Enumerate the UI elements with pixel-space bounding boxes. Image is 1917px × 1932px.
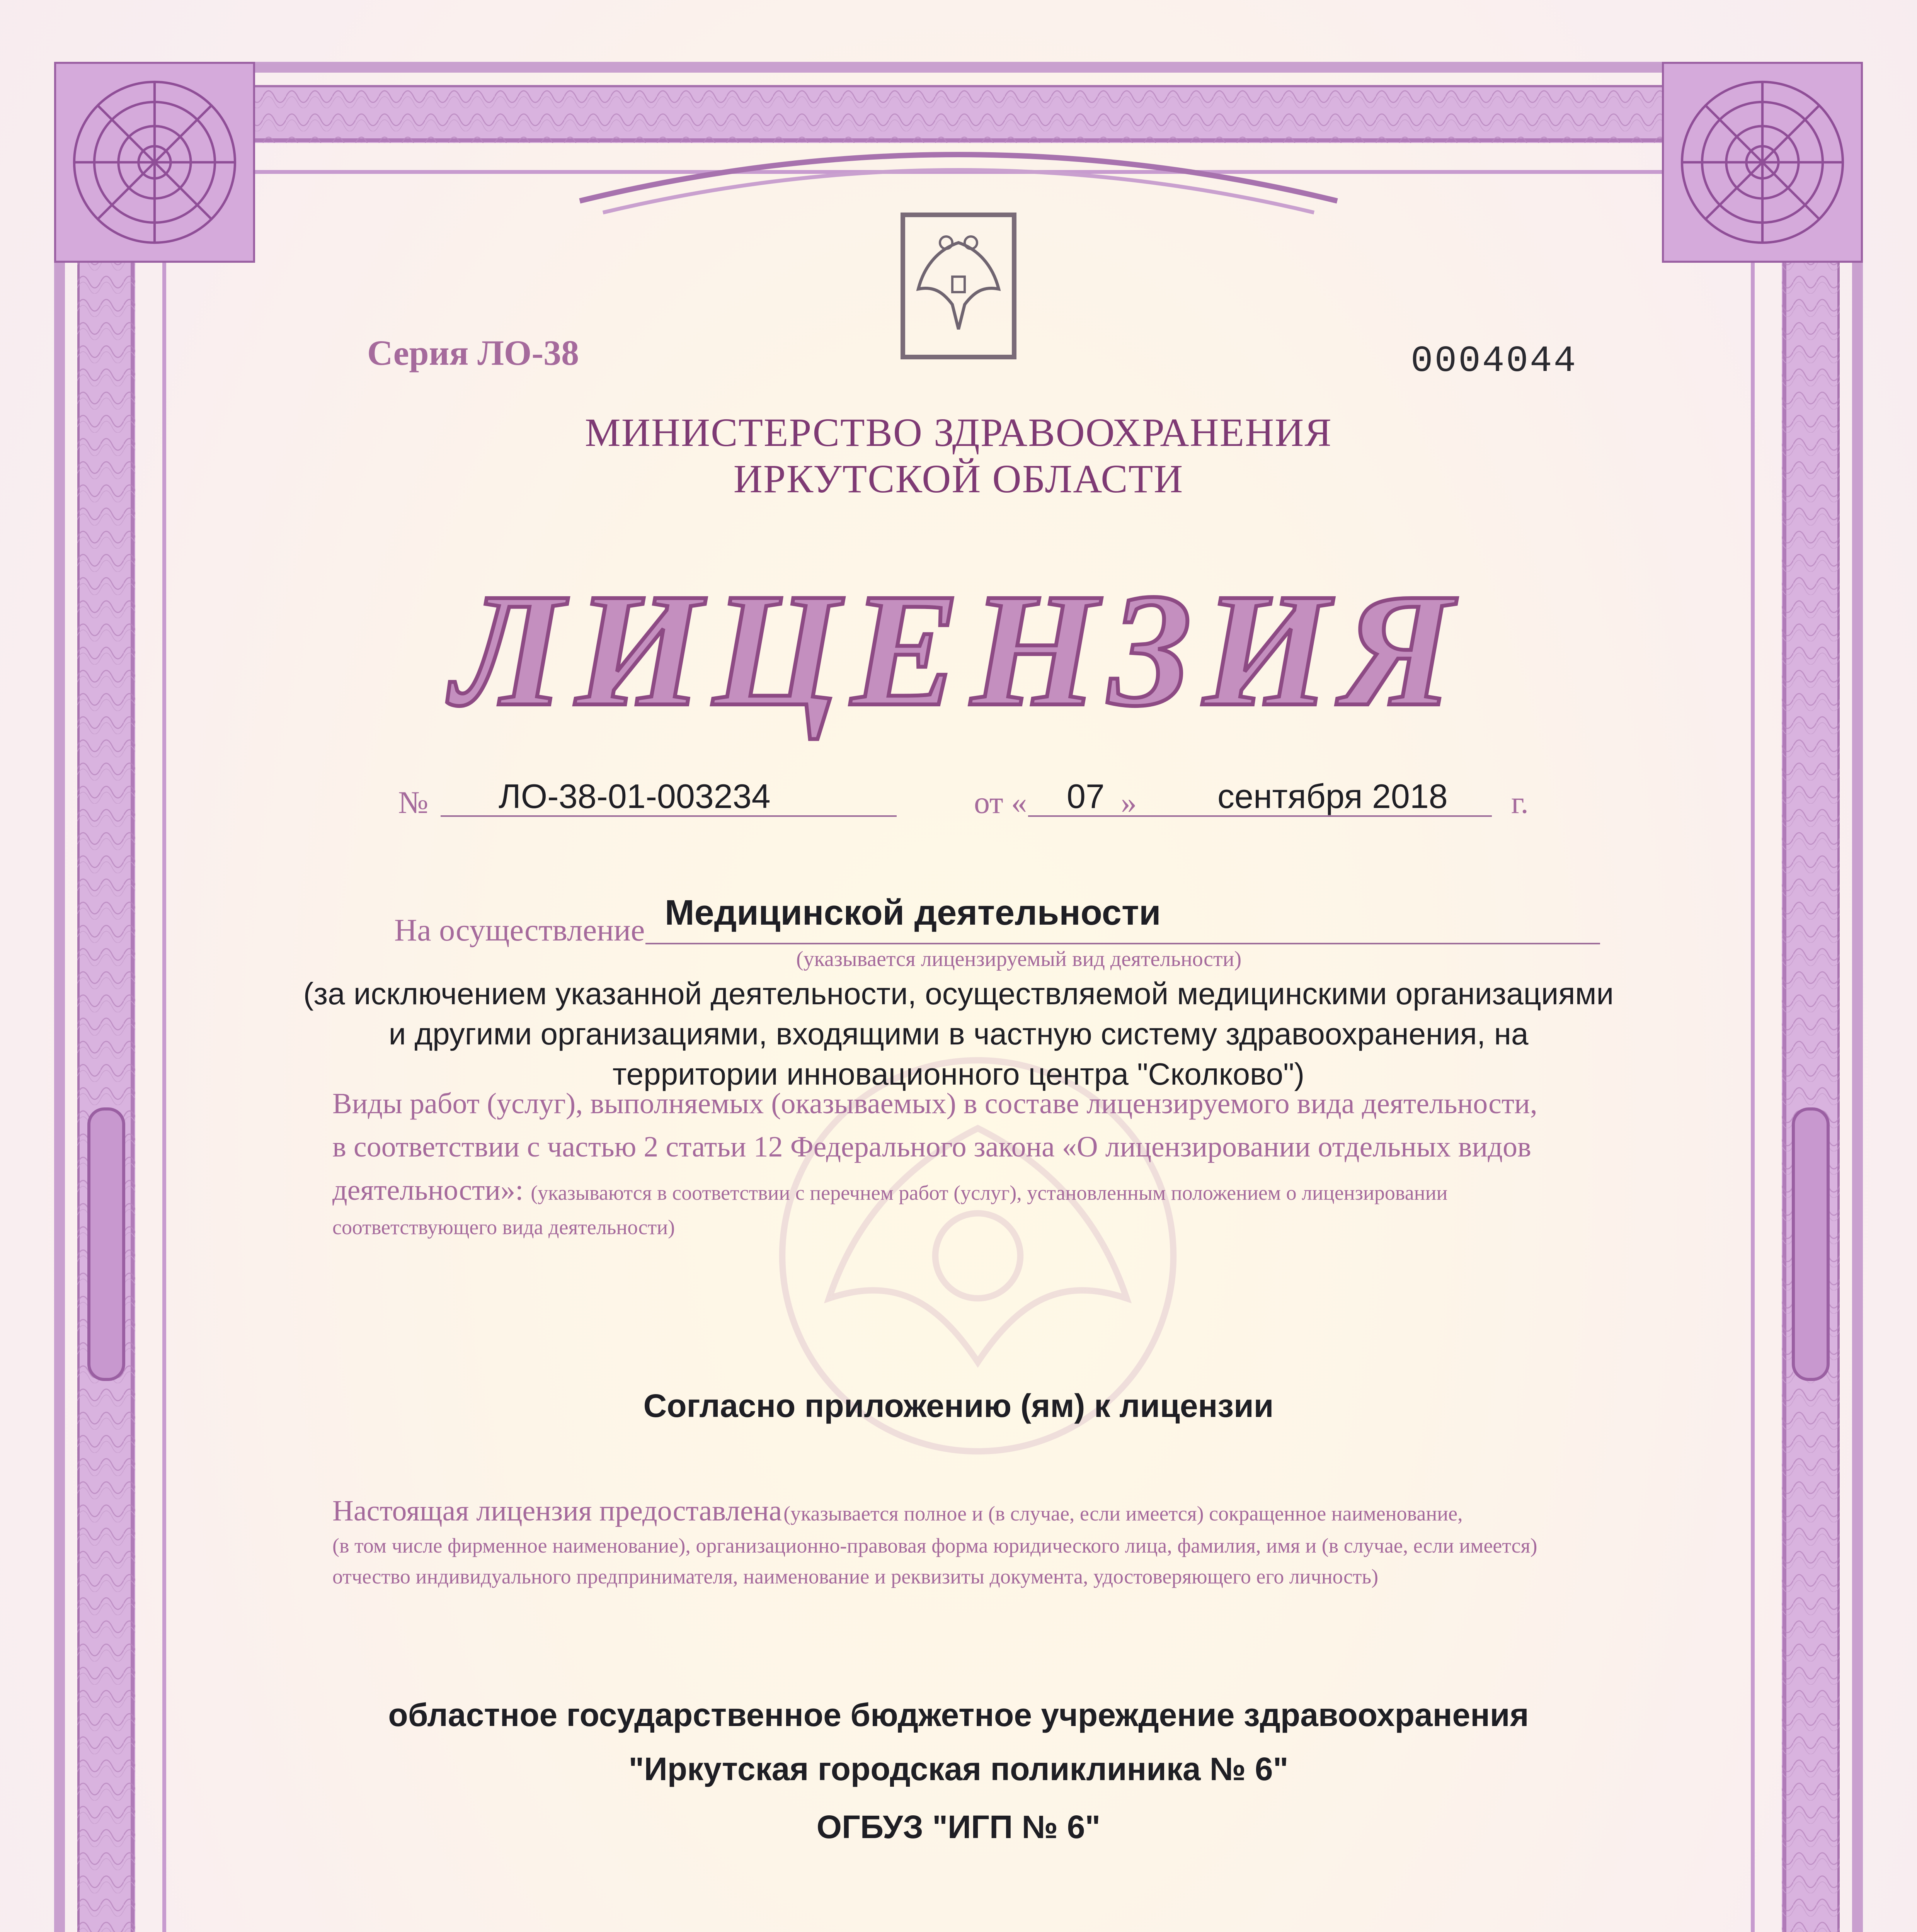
license-day: 07 bbox=[1067, 777, 1105, 815]
licensee-label: Настоящая лицензия предоставлена bbox=[332, 1495, 782, 1527]
works-value: Согласно приложению (ям) к лицензии bbox=[643, 1388, 1274, 1424]
works-description bbox=[332, 1082, 1608, 1243]
document-title: ЛИЦЕНЗИЯ bbox=[452, 560, 1465, 740]
licensee-hint-3: отчество индивидуального предпринимателя, наименование и реквизиты документа, удостоверяющего его личность) bbox=[332, 1565, 1379, 1588]
clarification-line-1: (за исключением указанной деятельности, осуществляемой медицинскими организациями bbox=[303, 976, 1614, 1011]
license-month-year: сентября 2018 bbox=[1217, 777, 1448, 815]
from-label: от « bbox=[974, 785, 1027, 820]
works-line-1: Виды работ (услуг), выполняемых (оказываемых) в составе лицензируемого вида деятельности, bbox=[332, 1087, 1537, 1120]
activity-hint: (указывается лицензируемый вид деятельности) bbox=[796, 947, 1242, 971]
works-hint-1: (указываются в соответствии с перечнем работ (услуг), установленным положением о лицензировании bbox=[531, 1181, 1448, 1204]
ministry-line-1: МИНИСТЕРСТВО ЗДРАВООХРАНЕНИЯ bbox=[585, 410, 1332, 455]
licensee-short-name: ОГБУЗ "ИГП № 6" bbox=[816, 1809, 1101, 1845]
licensee-hint-2: (в том числе фирменное наименование), организационно-правовая форма юридического лица, фамилия, имя и (в случае, если имеется) bbox=[332, 1534, 1537, 1557]
license-number: ЛО-38-01-003234 bbox=[499, 777, 771, 815]
licensee-name-line-1: областное государственное бюджетное учреждение здравоохранения bbox=[388, 1697, 1529, 1733]
activity-clarification bbox=[271, 974, 1646, 1094]
activity-underline bbox=[645, 943, 1600, 944]
corner-rosette-icon bbox=[54, 62, 255, 263]
clarification-line-3: территории инновационного центра "Сколково") bbox=[612, 1057, 1305, 1091]
number-label: № bbox=[398, 785, 429, 820]
licensee-description bbox=[332, 1492, 1608, 1592]
corner-rosette-icon bbox=[1662, 62, 1863, 263]
works-hint-2: соответствующего вида деятельности) bbox=[332, 1216, 675, 1239]
year-suffix: г. bbox=[1511, 785, 1529, 820]
licensee-hint-1: (указывается полное и (в случае, если имеется) сокращенное наименование, bbox=[783, 1502, 1463, 1525]
licensee-name-line-2: "Иркутская городская поликлиника № 6" bbox=[628, 1751, 1289, 1787]
clarification-line-2: и другими организациями, входящими в частную систему здравоохранения, на bbox=[388, 1017, 1529, 1051]
day-close-quote: » bbox=[1121, 785, 1137, 820]
russian-coat-of-arms-icon bbox=[897, 209, 1020, 363]
serial-number: 0004044 bbox=[1411, 340, 1578, 382]
series-label: Серия ЛО-38 bbox=[367, 333, 579, 372]
activity-label: На осуществление bbox=[394, 912, 645, 947]
ministry-line-2: ИРКУТСКОЙ ОБЛАСТИ bbox=[733, 457, 1184, 501]
works-line-2: в соответствии с частью 2 статьи 12 Федерального закона «О лицензировании отдельных видов bbox=[332, 1131, 1531, 1163]
activity-value: Медицинской деятельности bbox=[665, 893, 1161, 932]
works-line-3: деятельности»: bbox=[332, 1174, 524, 1206]
